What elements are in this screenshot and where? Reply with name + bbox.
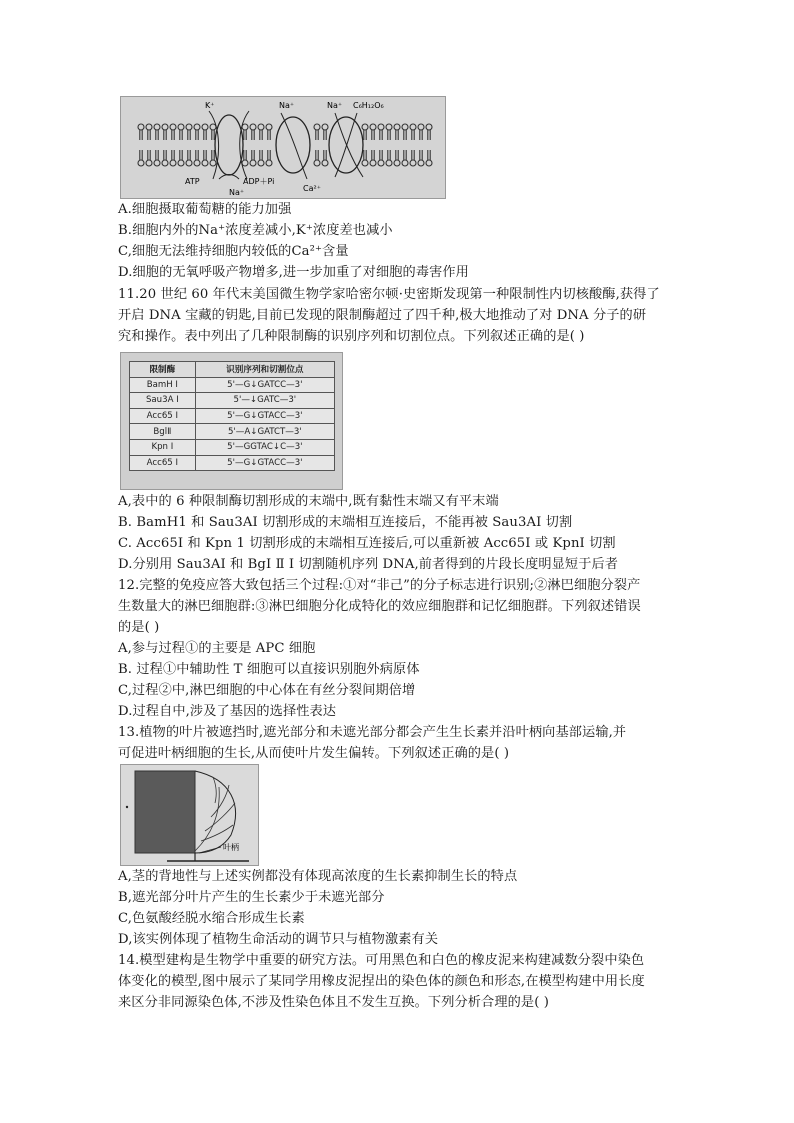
- phospholipid-head: [402, 124, 408, 130]
- phospholipid-head: [250, 160, 256, 166]
- q13-option-c: C,色氨酸经脱水缩合形成生长素: [118, 911, 305, 926]
- q12-stem-line-1: 12.完整的免疫应答大致包括三个过程:①对“非己”的分子标志进行识别;②淋巴细胞分裂产: [118, 578, 641, 593]
- phospholipid-head: [418, 124, 424, 130]
- q14-stem-line-3: 来区分非同源染色体,不涉及性染色体且不发生互换。下列分析合理的是( ): [118, 995, 549, 1010]
- phospholipid-head: [186, 124, 192, 130]
- table-cell: BglⅡ: [130, 424, 196, 440]
- table-cell: Acc65 Ⅰ: [130, 408, 196, 424]
- table-header-sequence: 识别序列和切割位点: [195, 362, 334, 378]
- na-ion-bottom-label: Na⁺: [229, 188, 245, 197]
- restriction-enzyme-table-figure: [120, 352, 343, 490]
- phospholipid-head: [426, 160, 432, 166]
- table-row: [130, 377, 335, 393]
- phospholipid-head: [154, 160, 160, 166]
- table-row: [130, 424, 335, 440]
- phospholipid-head: [418, 160, 424, 166]
- q12-stem-line-3: 的是( ): [118, 620, 160, 635]
- q13-option-d: D,该实例体现了植物生命活动的调节只与植物激素有关: [118, 932, 439, 947]
- q14-stem-line-2: 体变化的模型,图中展示了某同学用橡皮泥捏出的染色体的颜色和形态,在模型构建中用长度: [118, 974, 645, 989]
- q13-stem-line-2: 可促进叶柄细胞的生长,从而使叶片发生偏转。下列叙述正确的是( ): [118, 746, 510, 761]
- phospholipid-head: [386, 124, 392, 130]
- phospholipid-head: [362, 124, 368, 130]
- phospholipid-head: [314, 160, 320, 166]
- table-cell: 5'—G↓GTACC—3': [195, 408, 334, 424]
- phospholipid-head: [426, 124, 432, 130]
- phospholipid-head: [178, 124, 184, 130]
- phospholipid-head: [242, 160, 248, 166]
- phospholipid-head: [322, 124, 328, 130]
- q11-stem-line-3: 究和操作。表中列出了几种限制酶的识别序列和切割位点。下列叙述正确的是( ): [118, 329, 585, 344]
- phospholipid-head: [266, 124, 272, 130]
- phospholipid-head: [378, 124, 384, 130]
- phospholipid-head: [322, 160, 328, 166]
- q11-stem-line-2: 开启 DNA 宝藏的钥匙,目前已发现的限制酶超过了四千种,极大地推动了对 DNA 分子的研: [118, 308, 647, 323]
- phospholipid-head: [210, 124, 216, 130]
- table-cell: 5'—GGTAC↓C—3': [195, 439, 334, 455]
- q11-option-a: A,表中的 6 种限制酶切割形成的末端中,既有黏性末端又有平末端: [118, 494, 499, 509]
- restriction-enzyme-table: [129, 361, 335, 471]
- table-cell: 5'—↓GATC—3': [195, 393, 334, 409]
- phospholipid-head: [194, 160, 200, 166]
- table-row: [130, 439, 335, 455]
- q10-option-a: A.细胞摄取葡萄糖的能力加强: [118, 202, 292, 217]
- phospholipid-head: [162, 160, 168, 166]
- shading-board: [135, 771, 195, 853]
- phospholipid-head: [202, 160, 208, 166]
- table-header-row: [130, 362, 335, 378]
- na-ion-label: Na⁺: [279, 101, 295, 110]
- phospholipid-head: [378, 160, 384, 166]
- carrier-protein-shape: [329, 117, 363, 173]
- phospholipid-head: [362, 160, 368, 166]
- table-cell: 5'—G↓GTACC—3': [195, 455, 334, 471]
- phospholipid-head: [138, 124, 144, 130]
- leaf-veins: [195, 777, 235, 851]
- table-cell: Sau3A Ⅰ: [130, 393, 196, 409]
- glucose-label: C₆H₁₂O₆: [353, 101, 384, 110]
- q12-option-b: B. 过程①中辅助性 T 细胞可以直接识别胞外病原体: [118, 662, 420, 677]
- table-cell: BamH Ⅰ: [130, 377, 196, 393]
- q13-stem-line-1: 13.植物的叶片被遮挡时,遮光部分和未遮光部分都会产生生长素并沿叶柄向基部运输,并: [118, 725, 627, 740]
- membrane-transport-figure: [120, 96, 446, 199]
- phospholipid-head: [370, 124, 376, 130]
- phospholipid-head: [186, 160, 192, 166]
- calcium-ion-label: Ca²⁺: [303, 184, 321, 193]
- phospholipid-head: [394, 124, 400, 130]
- atp-label: ATP: [185, 177, 200, 186]
- phospholipid-head: [410, 124, 416, 130]
- petiole-label: 叶柄: [223, 843, 239, 852]
- table-cell: Kpn Ⅰ: [130, 439, 196, 455]
- phospholipid-head: [370, 160, 376, 166]
- q12-stem-line-2: 生数量大的淋巴细胞群:③淋巴细胞分化成特化的效应细胞群和记忆细胞群。下列叙述错误: [118, 599, 641, 614]
- phospholipid-head: [178, 160, 184, 166]
- phospholipid-head: [314, 124, 320, 130]
- phospholipid-head: [410, 160, 416, 166]
- q14-stem-line-1: 14.模型建构是生物学中重要的研究方法。可用黑色和白色的橡皮泥来构建减数分裂中染色: [118, 953, 645, 968]
- phospholipid-head: [146, 124, 152, 130]
- na-ion-label-2: Na⁺: [327, 101, 343, 110]
- phospholipid-head: [202, 124, 208, 130]
- q11-stem-line-1: 11.20 世纪 60 年代末美国微生物学家哈密尔顿·史密斯发现第一种限制性内切核酸酶,获得了: [118, 287, 660, 302]
- q13-option-a: A,茎的背地性与上述实例都没有体现高浓度的生长素抑制生长的特点: [118, 869, 518, 884]
- table-row: [130, 455, 335, 471]
- phospholipid-head: [266, 160, 272, 166]
- phospholipid-head: [242, 124, 248, 130]
- table-cell: Acc65 Ⅰ: [130, 455, 196, 471]
- phospholipid-head: [194, 124, 200, 130]
- table-cell: 5'—G↓GATCC—3': [195, 377, 334, 393]
- phospholipid-head: [394, 160, 400, 166]
- q12-option-a: A,参与过程①的主要是 APC 细胞: [118, 641, 316, 656]
- q10-option-c: C,细胞无法维持细胞内较低的Ca²⁺含量: [118, 244, 349, 259]
- phospholipid-head: [402, 160, 408, 166]
- q13-option-b: B,遮光部分叶片产生的生长素少于未遮光部分: [118, 890, 385, 905]
- q11-option-c: C. Acc65I 和 Kpn 1 切割形成的末端相互连接后,可以重新被 Acc65I 或 KpnI 切割: [118, 536, 616, 551]
- table-cell: 5'—A↓GATCT—3': [195, 424, 334, 440]
- pump-protein-shape: [215, 115, 243, 175]
- phospholipid-head: [210, 160, 216, 166]
- q10-option-b: B.细胞内外的Na⁺浓度差减小,K⁺浓度差也减小: [118, 223, 393, 238]
- q12-option-c: C,过程②中,淋巴细胞的中心体在有丝分裂间期倍增: [118, 683, 416, 698]
- k-ion-label: K⁺: [205, 101, 215, 110]
- q11-option-d: D.分别用 Sau3AI 和 BgI Ⅱ I 切割随机序列 DNA,前者得到的片段长度明显短于后者: [118, 557, 619, 572]
- phospholipid-head: [250, 124, 256, 130]
- phospholipid-head: [162, 124, 168, 130]
- phospholipid-head: [170, 160, 176, 166]
- leaf-shading-svg: [121, 765, 258, 865]
- phospholipid-head: [154, 124, 160, 130]
- phospholipid-head: [146, 160, 152, 166]
- q11-option-b: B. BamH1 和 Sau3AI 切割形成的末端相互连接后，不能再被 Sau3AI 切割: [118, 515, 573, 530]
- table-header-enzyme: 限制酶: [130, 362, 196, 378]
- leaf-shading-figure: [120, 764, 259, 866]
- phospholipid-head: [258, 160, 264, 166]
- table-row: [130, 408, 335, 424]
- phospholipid-head: [170, 124, 176, 130]
- channel-protein-shape: [276, 117, 310, 173]
- phospholipid-head: [138, 160, 144, 166]
- phospholipid-head: [386, 160, 392, 166]
- adp-label: ADP＋Pi: [243, 177, 275, 186]
- table-row: [130, 393, 335, 409]
- phospholipid-head: [258, 124, 264, 130]
- membrane-diagram-svg: [121, 97, 445, 198]
- q10-option-d: D.细胞的无氧呼吸产物增多,进一步加重了对细胞的毒害作用: [118, 265, 469, 280]
- q12-option-d: D.过程自中,涉及了基因的选择性表达: [118, 704, 337, 719]
